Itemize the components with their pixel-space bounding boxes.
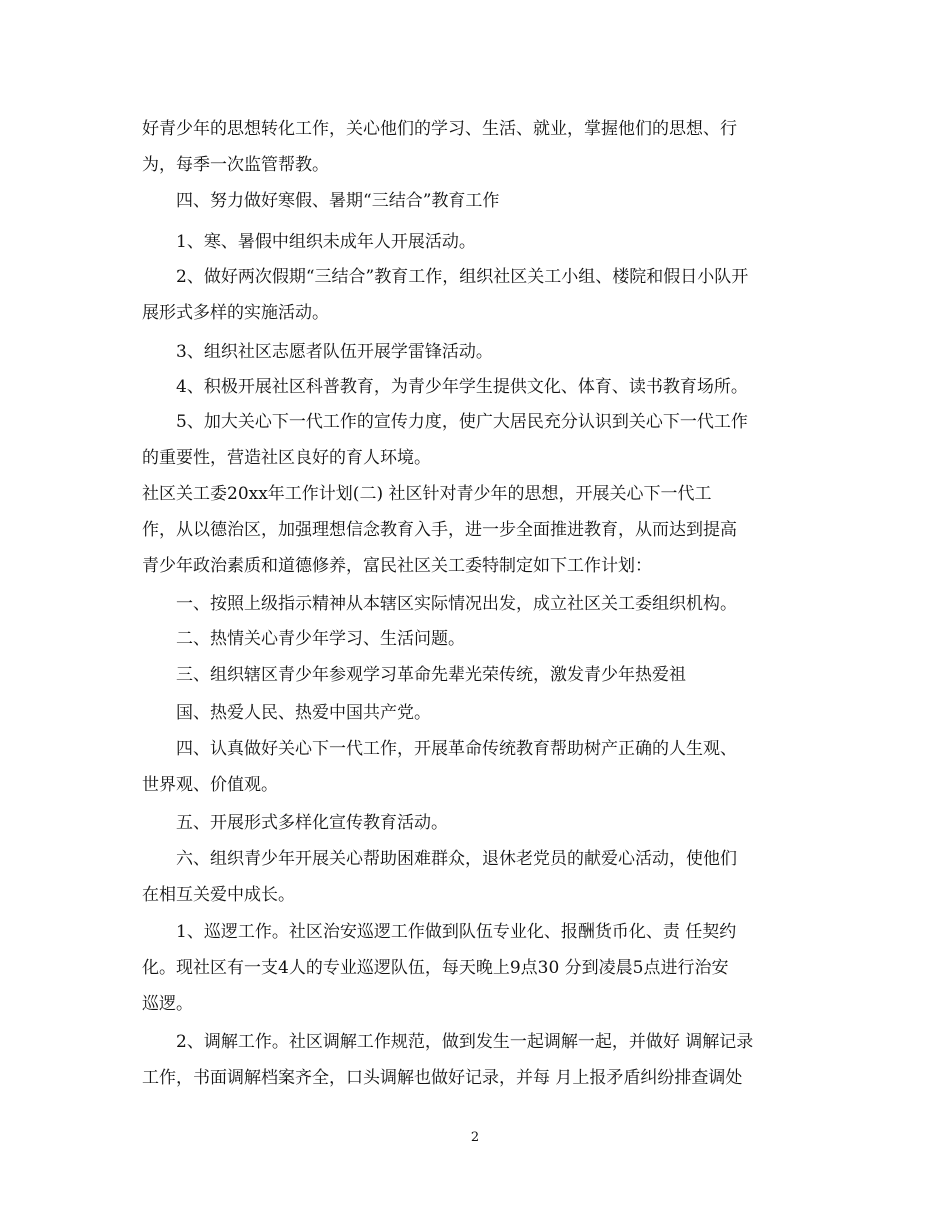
text-line: 国、热爱人民、热爱中国共产党。 — [176, 703, 431, 723]
text-line: 4、积极开展社区科普教育，为青少年学生提供文化、体育、读书教育场所。 — [176, 377, 748, 397]
text-line: 四、努力做好寒假、暑期“三结合”教育工作 — [176, 191, 500, 211]
page-number: 2 — [470, 1130, 480, 1145]
text-line: 1、寒、暑假中组织未成年人开展活动。 — [176, 232, 476, 252]
text-line: 展形式多样的实施活动。 — [142, 303, 329, 323]
text-line: 的重要性，营造社区良好的育人环境。 — [142, 448, 431, 468]
text-line: 好青少年的思想转化工作，关心他们的学习、生活、就业，掌握他们的思想、行 — [142, 119, 737, 139]
text-line: 四、认真做好关心下一代工作，开展革命传统教育帮助树产正确的人生观、 — [176, 739, 737, 759]
text-line: 2、做好两次假期“三结合”教育工作，组织社区关工小组、楼院和假日小队开 — [176, 267, 749, 287]
text-line: 巡逻。 — [142, 994, 193, 1014]
text-line: 2、调解工作。社区调解工作规范，做到发生一起调解一起，并做好 调解记录 — [176, 1032, 754, 1052]
text-line: 化。现社区有一支4人的专业巡逻队伍，每天晚上9点30 分到凌晨5点进行治安 — [142, 958, 729, 978]
section-heading-line: 社区关工委20xx年工作计划(二) 社区针对青少年的思想，开展关心下一代工 — [142, 484, 712, 504]
text-line: 二、热情关心青少年学习、生活问题。 — [176, 629, 465, 649]
text-line: 在相互关爱中成长。 — [142, 885, 295, 905]
text-line: 1、巡逻工作。社区治安巡逻工作做到队伍专业化、报酬货币化、责 任契约 — [176, 922, 737, 942]
text-line: 六、组织青少年开展关心帮助困难群众，退休老党员的献爱心活动，使他们 — [176, 849, 737, 869]
text-line: 为，每季一次监管帮教。 — [142, 155, 329, 175]
text-line: 青少年政治素质和道德修养，富民社区关工委特制定如下工作计划： — [142, 556, 652, 576]
text-line: 作，从以德治区，加强理想信念教育入手，进一步全面推进教育，从而达到提高 — [142, 520, 737, 540]
text-line: 世界观、价值观。 — [142, 775, 278, 795]
text-line: 3、组织社区志愿者队伍开展学雷锋活动。 — [176, 342, 493, 362]
text-line: 工作，书面调解档案齐全，口头调解也做好记录，并每 月上报矛盾纠纷排查调处 — [142, 1068, 743, 1088]
text-line: 5、加大关心下一代工作的宣传力度，使广大居民充分认识到关心下一代工作 — [176, 412, 748, 432]
text-line: 一、按照上级指示精神从本辖区实际情况出发，成立社区关工委组织机构。 — [176, 594, 737, 614]
text-line: 三、组织辖区青少年参观学习革命先辈光荣传统，激发青少年热爱祖 — [176, 665, 686, 685]
text-line: 五、开展形式多样化宣传教育活动。 — [176, 813, 448, 833]
